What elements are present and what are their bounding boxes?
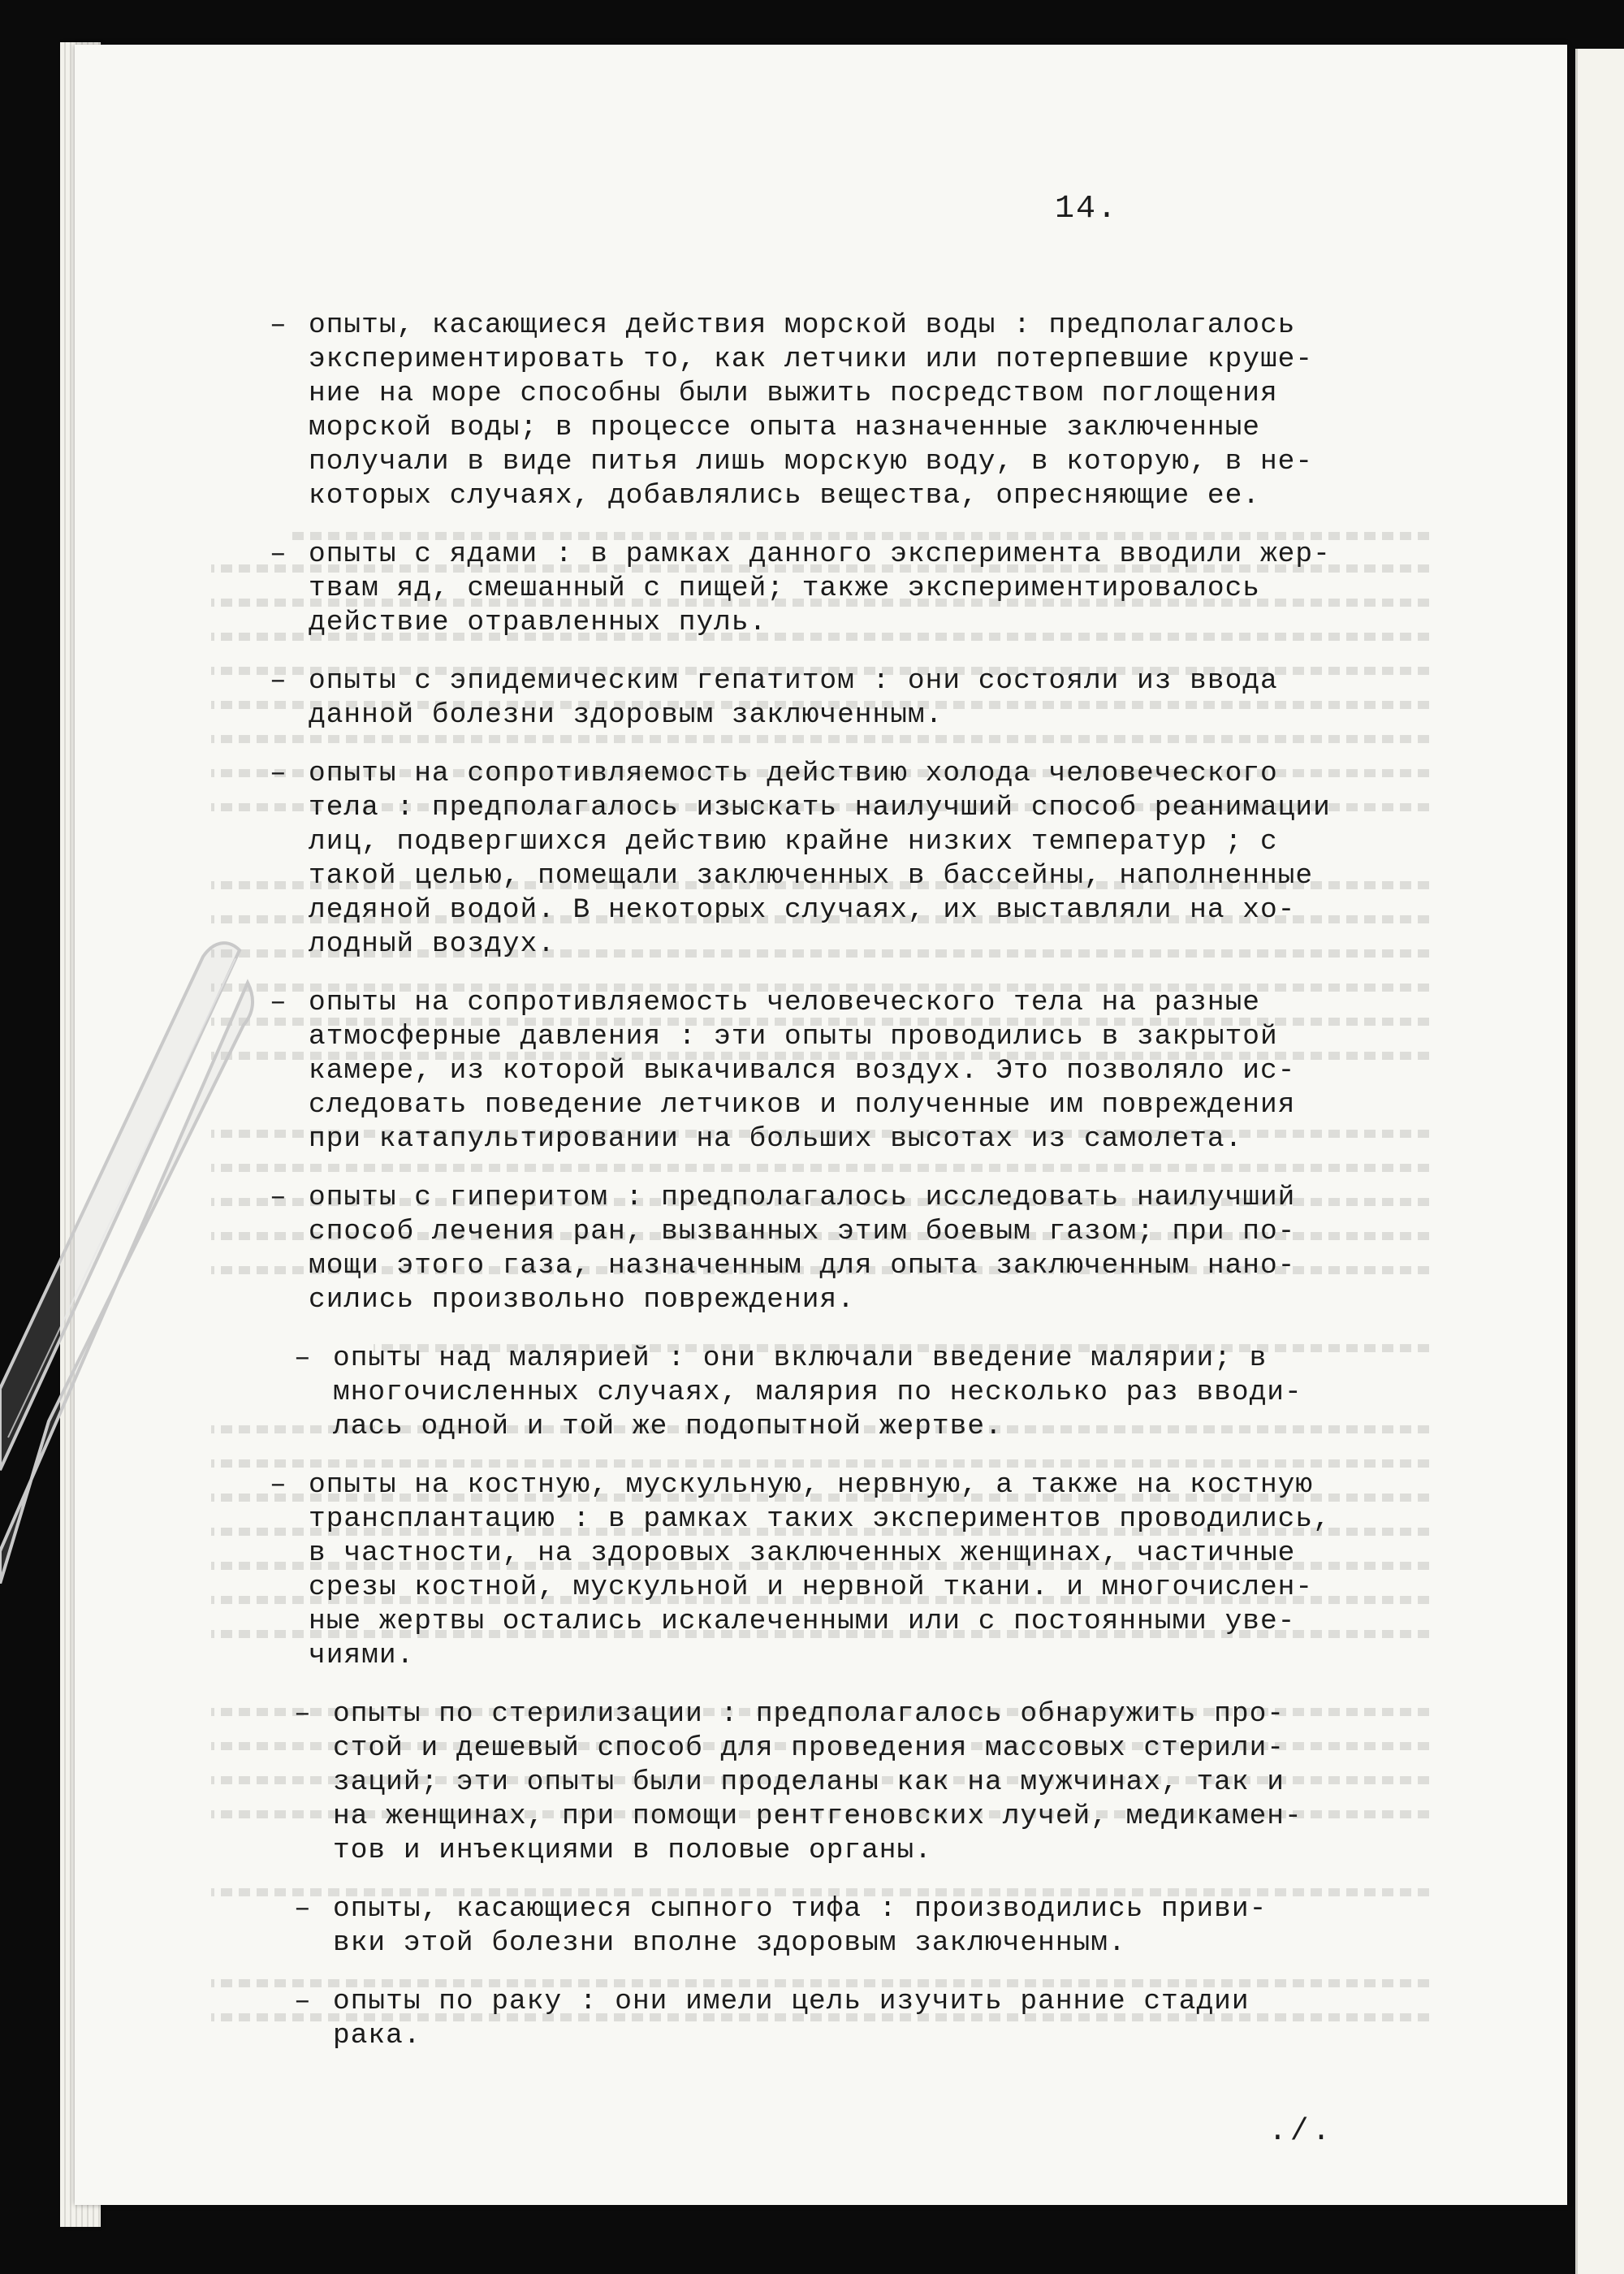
list-item [270, 309, 1463, 513]
list-item-text: опыты, касающиеся сыпного тифа : производились приви- вки этой болезни вполне здоровым заключенным. [333, 1893, 1268, 1959]
list-item-text: опыты на костную, мускульную, нервную, а также на костную трансплантацию : в рамках таких экспериментов проводились, в частности, на здоровых заключенных женщинах, частичные срезы костной, мускульной и нервной ткани. и многочислен- ные жертвы остались искалеченными или с постоянными уве- чиями. [309, 1469, 1331, 1671]
list-dash: – [270, 987, 287, 1018]
list-dash: – [270, 1469, 287, 1501]
list-item-text: опыты над малярией : они включали введение малярии; в многочисленных случаях, малярия по несколько раз вводи- лась одной и той же подопытной жертве. [333, 1342, 1302, 1442]
list-dash: – [270, 538, 287, 570]
list-dash: – [270, 665, 287, 697]
list-dash: – [270, 309, 287, 341]
list-item [270, 664, 1463, 733]
continuation-mark: ./. [1268, 2114, 1334, 2149]
list-item [270, 757, 1463, 962]
list-item-text: опыты с эпидемическим гепатитом : они состояли из ввода данной болезни здоровым заключенным. [309, 665, 1278, 731]
list-item-text: опыты с гиперитом : предполагалось исследовать наилучший способ лечения ран, вызванных этим боевым газом; при по- мощи этого газа, назначенным для опыта заключенным нано- сились произвольно повреждения. [309, 1182, 1296, 1316]
list-item [294, 1892, 1463, 1961]
list-item-text: опыты с ядами : в рамках данного эксперимента вводили жер- твам яд, смешанный с пищей; также экспериментировалось действие отравленных пуль. [309, 538, 1331, 638]
list-item-text: опыты на сопротивляемость человеческого тела на разные атмосферные давления : эти опыты проводились в закрытой камере, из которой выкачивался воздух. Это позволяло ис- следовать поведение летчиков и полученные им повреждения при катапультировании на больших высотах из самолета. [309, 987, 1296, 1155]
document-page [75, 45, 1567, 2205]
page-number: 14. [1055, 191, 1119, 227]
list-item [294, 1985, 1463, 2053]
list-item [270, 1181, 1463, 1317]
list-dash: – [294, 1986, 312, 2017]
list-item-text: опыты по стерилизации : предполагалось обнаружить про- стой и дешевый способ для проведения массовых стерили- заций; эти опыты были проделаны как на мужчинах, так и на женщинах, при помощи рентгеновских лучей, медикамен- тов и инъекциями в половые органы. [333, 1698, 1302, 1866]
list-item-text: опыты, касающиеся действия морской воды : предполагалось экспериментировать то, как летчики или потерпевшие круше- ние на море способны были выжить посредством поглощения морской воды; в процессе опыта назначенные заключенные получали в виде питья лишь морскую воду, в которую, в не- которых случаях, добавлялись вещества, опресняющие ее. [309, 309, 1314, 512]
list-item [270, 986, 1463, 1156]
list-dash: – [294, 1893, 312, 1925]
list-item [270, 1468, 1463, 1673]
list-dash: – [294, 1342, 312, 1374]
list-item [270, 538, 1463, 640]
list-item [294, 1697, 1463, 1868]
adjacent-page-edge [1575, 49, 1624, 2274]
experiment-list [270, 309, 1463, 2077]
list-dash: – [270, 758, 287, 789]
list-item-text: опыты по раку : они имели цель изучить ранние стадии рака. [333, 1986, 1250, 2051]
list-dash: – [294, 1698, 312, 1730]
list-item-text: опыты на сопротивляемость действию холода человеческого тела : предполагалось изыскать наилучший способ реанимации лиц, подвергшихся действию крайне низких температур ; с такой целью, помещали заключенных в бассейны, наполненные ледяной водой. В некоторых случаях, их выставляли на хо- лодный воздух. [309, 758, 1331, 960]
list-dash: – [270, 1182, 287, 1213]
list-item [294, 1342, 1463, 1444]
